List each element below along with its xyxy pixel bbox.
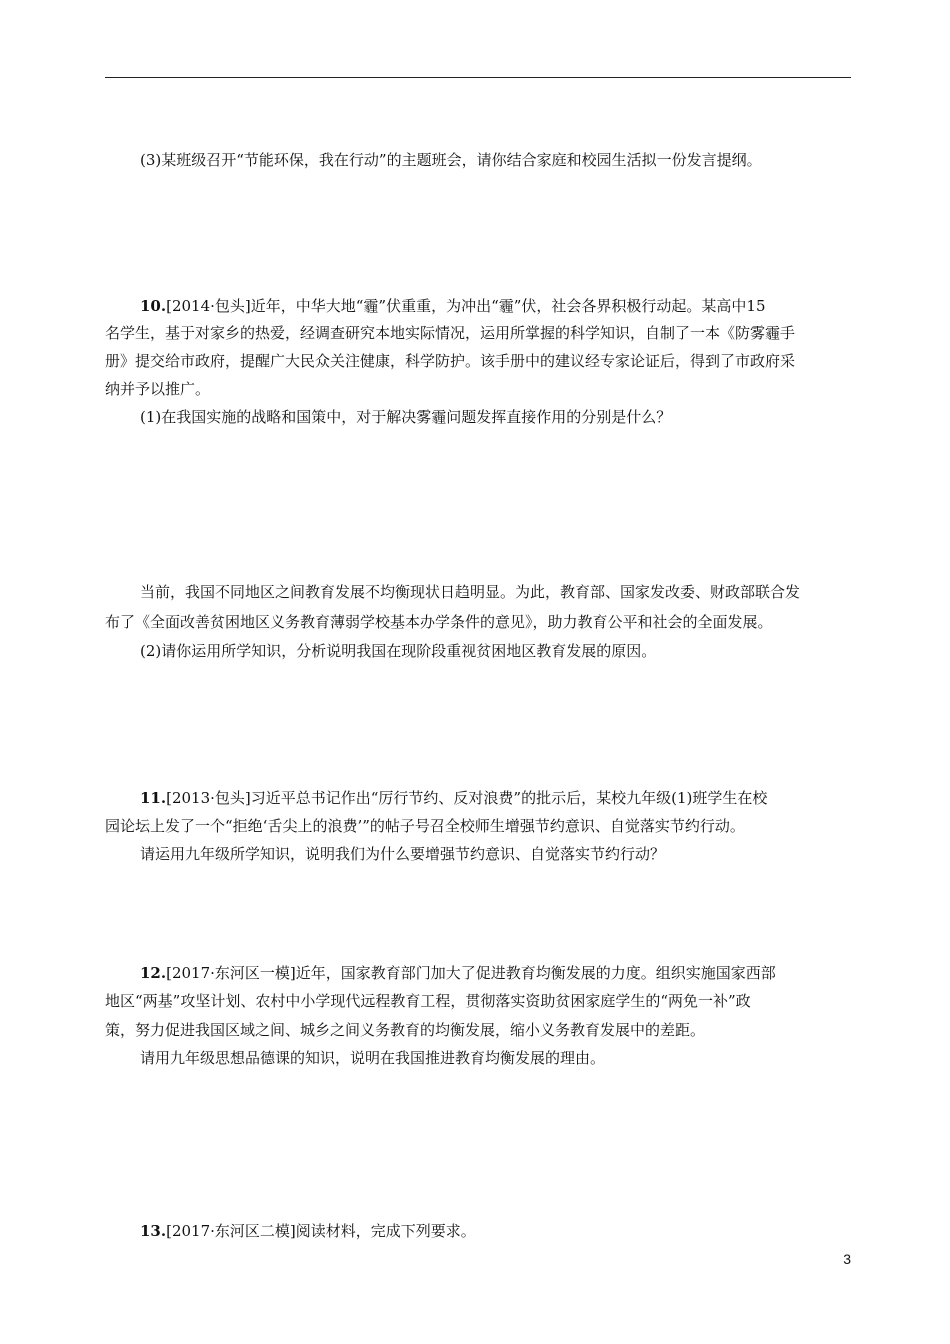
question-10-material-line-2: 布了《全面改善贫困地区义务教育薄弱学校基本办学条件的意见》，助力教育公平和社会的全面发展。: [105, 613, 773, 631]
question-11-line-1: 11.[2013·包头]习近平总书记作出“厉行节约、反对浪费”的批示后，某校九年级(1)班学生在校: [140, 789, 768, 807]
question-number: 11.: [140, 789, 167, 807]
question-12-line-2: 地区“两基”攻坚计划、农村中小学现代远程教育工程，贯彻落实资助贫困家庭学生的“两免一补”政: [105, 992, 751, 1010]
question-10-line-3: 册》提交给市政府，提醒广大民众关注健康，科学防护。该手册中的建议经专家论证后，得到了市政府采: [105, 352, 796, 370]
question-12-line-3: 策，努力促进我国区域之间、城乡之间义务教育的均衡发展，缩小义务教育发展中的差距。: [105, 1021, 706, 1039]
question-number: 10.: [140, 297, 167, 315]
question-12-line-4: 请用九年级思想品德课的知识，说明在我国推进教育均衡发展的理由。: [140, 1049, 606, 1067]
question-number: 13.: [140, 1222, 167, 1240]
question-13-line-1: 13.[2017·东河区二模]阅读材料，完成下列要求。: [140, 1222, 476, 1240]
question-11-line-2: 园论坛上发了一个“拒绝‘舌尖上的浪费’”的帖子号召全校师生增强节约意识、自觉落实节约行动。: [105, 817, 745, 835]
question-10-line-1: 10.[2014·包头]近年，中华大地“霾”伏重重，为冲出“霾”伏，社会各界积极行动起。某高中15: [140, 297, 766, 315]
question-10-line-4: 纳并予以推广。: [105, 380, 211, 398]
question-10-material-line-1: 当前，我国不同地区之间教育发展不均衡现状日趋明显。为此，教育部、国家发改委、财政部联合发: [140, 583, 801, 601]
question-9-part-3: (3)某班级召开“节能环保，我在行动”的主题班会，请你结合家庭和校园生活拟一份发言提纲。: [140, 151, 762, 169]
page-number: 3: [843, 1251, 851, 1267]
question-10-part-1: (1)在我国实施的战略和国策中，对于解决雾霾问题发挥直接作用的分别是什么？: [140, 408, 672, 426]
question-10-part-2: (2)请你运用所学知识，分析说明我国在现阶段重视贫困地区教育发展的原因。: [140, 642, 657, 660]
question-12-line-1: 12.[2017·东河区一模]近年，国家教育部门加大了促进教育均衡发展的力度。组织实施国家西部: [140, 964, 776, 982]
question-number: 12.: [140, 964, 167, 982]
header-rule: [105, 77, 851, 78]
question-10-line-2: 名学生，基于对家乡的热爱，经调查研究本地实际情况，运用所掌握的科学知识，自制了一本《防雾霾手: [105, 324, 796, 342]
question-11-line-3: 请运用九年级所学知识，说明我们为什么要增强节约意识、自觉落实节约行动？: [140, 845, 666, 863]
